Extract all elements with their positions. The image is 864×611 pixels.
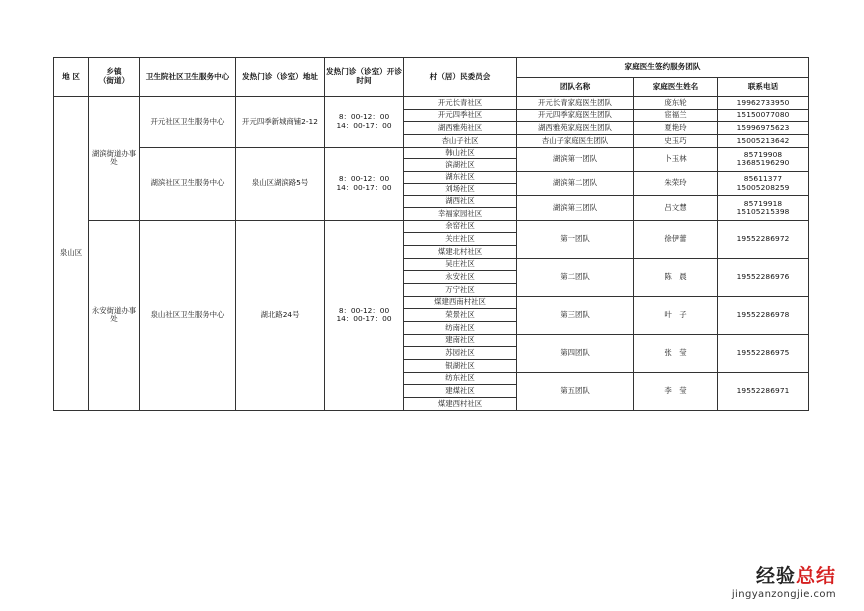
fever-address-cell: 泉山区湖滨路5号 xyxy=(236,147,325,220)
doctor-cell: 吕文慧 xyxy=(634,196,718,220)
community-cell: 煤建西南村社区 xyxy=(404,296,517,309)
doctor-cell: 史玉巧 xyxy=(634,135,718,148)
header-village: 村（居）民委员会 xyxy=(404,58,517,97)
fever-time-cell xyxy=(325,220,404,410)
time-pm: 14：00-17：00 xyxy=(336,314,392,324)
community-cell: 刘场社区 xyxy=(404,183,517,196)
community-cell: 荣景社区 xyxy=(404,309,517,322)
doctor-cell: 李 莹 xyxy=(634,372,718,410)
doctor-cell: 徐伊蕾 xyxy=(634,220,718,258)
team-name-cell: 湖滨第三团队 xyxy=(517,196,634,220)
community-cell: 永安社区 xyxy=(404,271,517,284)
phone-line: 15105215398 xyxy=(736,207,790,217)
doctor-cell: 叶 子 xyxy=(634,296,718,334)
header-fever-address: 发热门诊（诊室）地址 xyxy=(236,58,325,97)
fever-time-cell xyxy=(325,97,404,148)
phone-cell: 15005213642 xyxy=(718,135,809,148)
phone-line: 13685196290 xyxy=(736,158,790,168)
phone-line: 85719908 xyxy=(743,149,783,159)
street-cell: 湖滨街道办事处 xyxy=(89,97,140,221)
community-cell: 湖东社区 xyxy=(404,172,517,184)
watermark xyxy=(732,561,836,600)
team-name-cell: 开元四季家庭医生团队 xyxy=(517,109,634,122)
phone-cell xyxy=(718,172,809,196)
fever-time-cell xyxy=(325,147,404,220)
phone-line: 85719918 xyxy=(743,198,783,208)
center-cell: 开元社区卫生服务中心 xyxy=(140,97,236,148)
watermark-title xyxy=(732,561,836,588)
center-cell: 泉山社区卫生服务中心 xyxy=(140,220,236,410)
community-cell: 开元四季社区 xyxy=(404,109,517,122)
doctor-cell: 张 莹 xyxy=(634,334,718,372)
team-name-cell: 湖西雅苑家庭医生团队 xyxy=(517,122,634,135)
team-name-cell: 第二团队 xyxy=(517,258,634,296)
community-cell: 银湖社区 xyxy=(404,360,517,373)
header-district: 地 区 xyxy=(54,58,89,97)
doctor-cell: 陈 晨 xyxy=(634,258,718,296)
time-am: 8：00-12：00 xyxy=(338,112,390,122)
center-cell: 湖滨社区卫生服务中心 xyxy=(140,147,236,220)
community-cell: 开元长青社区 xyxy=(404,97,517,110)
community-cell: 苏园社区 xyxy=(404,347,517,360)
phone-cell: 19552286978 xyxy=(718,296,809,334)
phone-line: 15005208259 xyxy=(736,182,790,192)
district-cell: 泉山区 xyxy=(54,97,89,411)
doctor-cell: 朱荣玲 xyxy=(634,172,718,196)
community-cell: 关庄社区 xyxy=(404,233,517,246)
doctor-cell: 夏艳玲 xyxy=(634,122,718,135)
phone-cell: 19552286976 xyxy=(718,258,809,296)
street-cell: 永安街道办事处 xyxy=(89,220,140,410)
team-name-cell: 第三团队 xyxy=(517,296,634,334)
header-doctor: 家庭医生姓名 xyxy=(634,78,718,97)
phone-cell: 15996975623 xyxy=(718,122,809,135)
watermark-title-a: 经验 xyxy=(755,565,796,587)
team-name-cell: 杏山子家庭医生团队 xyxy=(517,135,634,148)
header-team-group: 家庭医生签约服务团队 xyxy=(517,58,809,78)
time-am: 8：00-12：00 xyxy=(338,174,390,184)
fever-address-cell: 湖北路24号 xyxy=(236,220,325,410)
phone-cell: 19552286971 xyxy=(718,372,809,410)
time-pm: 14：00-17：00 xyxy=(336,120,392,130)
community-cell: 湖西雅苑社区 xyxy=(404,122,517,135)
doctor-cell: 庞东轮 xyxy=(634,97,718,110)
community-cell: 万宁社区 xyxy=(404,284,517,297)
time-pm: 14：00-17：00 xyxy=(336,182,392,192)
community-cell: 吴庄社区 xyxy=(404,258,517,271)
community-cell: 余窑社区 xyxy=(404,220,517,233)
header-center: 卫生院社区卫生服务中心 xyxy=(140,58,236,97)
community-cell: 滨湖社区 xyxy=(404,159,517,172)
phone-cell: 15150077080 xyxy=(718,109,809,122)
team-name-cell: 湖滨第二团队 xyxy=(517,172,634,196)
team-name-cell: 湖滨第一团队 xyxy=(517,147,634,171)
phone-cell: 19962733950 xyxy=(718,97,809,110)
community-cell: 纺南社区 xyxy=(404,322,517,335)
community-cell: 杏山子社区 xyxy=(404,135,517,148)
phone-cell: 19552286972 xyxy=(718,220,809,258)
community-cell: 建煤社区 xyxy=(404,385,517,398)
phone-cell xyxy=(718,147,809,171)
doctor-cell: 卜玉林 xyxy=(634,147,718,171)
community-cell: 煤建北村社区 xyxy=(404,246,517,259)
community-cell: 湖西社区 xyxy=(404,196,517,208)
watermark-title-b: 总结 xyxy=(795,565,836,587)
header-town: 乡镇 （街道） xyxy=(89,58,140,97)
phone-line: 85611377 xyxy=(743,174,783,184)
phone-cell: 19552286975 xyxy=(718,334,809,372)
header-fever-time: 发热门诊（诊室）开诊时间 xyxy=(325,58,404,97)
community-cell: 幸福家园社区 xyxy=(404,208,517,221)
phone-cell xyxy=(718,196,809,220)
service-table xyxy=(53,57,809,411)
team-name-cell: 第一团队 xyxy=(517,220,634,258)
community-cell: 纺东社区 xyxy=(404,372,517,385)
team-name-cell: 第四团队 xyxy=(517,334,634,372)
doctor-cell: 宦福兰 xyxy=(634,109,718,122)
community-cell: 建南社区 xyxy=(404,334,517,347)
header-phone: 联系电话 xyxy=(718,78,809,97)
header-team-name: 团队名称 xyxy=(517,78,634,97)
fever-address-cell: 开元四季新城商铺2-12 xyxy=(236,97,325,148)
team-name-cell: 第五团队 xyxy=(517,372,634,410)
team-name-cell: 开元长青家庭医生团队 xyxy=(517,97,634,110)
watermark-url: jingyanzongjie.com xyxy=(731,589,836,600)
time-am: 8：00-12：00 xyxy=(338,305,390,315)
community-cell: 煤建西村社区 xyxy=(404,398,517,411)
community-cell: 韩山社区 xyxy=(404,147,517,159)
